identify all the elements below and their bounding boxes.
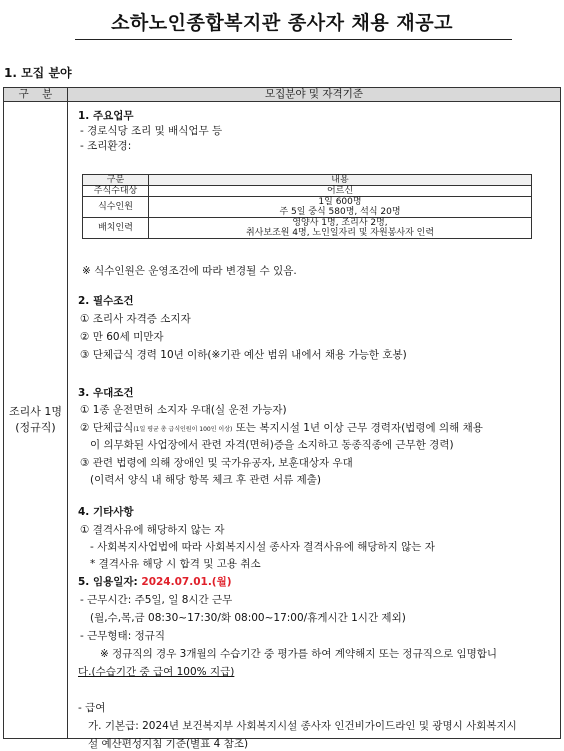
preferred-item: ① 1종 운전면허 소지자 우대(실 운전 가능자) — [80, 404, 287, 416]
env-row-label: 배치인력 — [83, 218, 149, 239]
condition-line: - 급여 — [78, 702, 106, 714]
condition-line: ※ 정규직의 경우 3개월의 수습기간 중 평가를 하여 계약해지 또는 정규직으로 임명합니 — [100, 648, 498, 660]
required-heading: 2. 필수조건 — [78, 295, 134, 307]
condition-line: (월,수,목,금 08:30~17:30/화 08:00~17:00/휴게시간 1시간 제외) — [90, 612, 406, 624]
env-note: ※ 식수인원은 운영조건에 따라 변경될 수 있음. — [82, 265, 297, 277]
env-row-label: 식수인원 — [83, 197, 149, 218]
appointment-line — [78, 576, 232, 589]
condition-line: - 근무시간: 주5일, 일 8시간 근무 — [80, 594, 233, 606]
env-value-line: 1일 600명 — [318, 197, 362, 207]
preferred-item-cont: 이 의무화된 사업장에서 관련 자격(면허)증을 소지하고 동종직종에 근무한 경력) — [90, 439, 454, 451]
title-underline — [75, 39, 512, 40]
position-cell — [4, 102, 68, 739]
env-row-label: 주식수대상 — [83, 186, 149, 197]
position-type: (정규직) — [15, 421, 56, 434]
condition-line: 설 예산편성지침 기준(별표 4 참조) — [88, 738, 249, 750]
required-item: ③ 단체급식 경력 10년 이하(※기관 예산 범위 내에서 채용 가능한 호봉) — [80, 349, 407, 361]
position-title: 조리사 1명 — [9, 405, 62, 418]
preferred-item-cont: (이력서 양식 내 해당 항목 체크 후 관련 서류 제출) — [90, 474, 321, 486]
header-criteria: 모집분야 및 자격기준 — [68, 88, 561, 102]
env-header-content: 내용 — [149, 175, 532, 186]
criteria-cell — [68, 102, 561, 750]
condition-line: - 근무형태: 정규직 — [80, 630, 166, 642]
condition-line: 가. 기본급: 2024년 보건복지부 사회복지시설 종사자 인건비가이드라인 및 광명시 사회복지시 — [88, 720, 517, 732]
env-value-line: 취사보조원 4명, 노인일자리 및 자원봉사자 인력 — [245, 228, 435, 238]
env-header-category: 구분 — [83, 175, 149, 186]
recruitment-table — [3, 87, 561, 750]
section-heading: 1. 모집 분야 — [4, 66, 72, 80]
condition-line: 다.(수습기간 중 급여 100% 지급) — [78, 666, 235, 678]
env-value-line: 주 5일 중식 580명, 석식 20명 — [279, 207, 401, 217]
required-item: ① 조리사 자격증 소지자 — [80, 313, 191, 325]
duties-item: - 경로식당 조리 및 배식업무 등 — [80, 125, 223, 137]
env-row-value — [149, 218, 532, 239]
other-item: * 결격사유 해당 시 합격 및 고용 취소 — [90, 558, 261, 570]
env-row-value: 어르신 — [149, 186, 532, 197]
preferred-item-part: 또는 복지시설 1년 이상 근무 경력자(법령에 의해 채용 — [232, 422, 483, 434]
preferred-heading: 3. 우대조건 — [78, 387, 134, 399]
required-item: ② 만 60세 미만자 — [80, 331, 164, 343]
header-category: 구 분 — [4, 88, 68, 102]
other-heading: 4. 기타사항 — [78, 506, 134, 518]
appointment-date: 2024.07.01.(월) — [141, 576, 232, 588]
env-value-line: 영양사 1명, 조리사 2명, — [292, 218, 388, 228]
preferred-item-footnote: (1일 평균 총 급식인원이 100인 이상) — [133, 426, 233, 433]
duties-heading: 1. 주요업무 — [78, 110, 134, 122]
page-title: 소하노인종합복지관 종사자 채용 재공고 — [111, 12, 453, 34]
environment-table — [82, 174, 532, 239]
other-item: - 사회복지사업법에 따라 사회복지시설 종사자 결격사유에 해당하지 않는 자 — [90, 541, 435, 553]
appointment-heading: 5. 임용일자: — [78, 576, 142, 588]
duties-item: - 조리환경: — [80, 140, 132, 152]
preferred-item — [80, 422, 483, 436]
other-item: ① 결격사유에 해당하지 않는 자 — [80, 524, 225, 536]
preferred-item: ③ 관련 법령에 의해 장애인 및 국가유공자, 보훈대상자 우대 — [80, 457, 353, 469]
preferred-item-part: ② 단체급식 — [80, 422, 134, 434]
env-row-value — [149, 197, 532, 218]
